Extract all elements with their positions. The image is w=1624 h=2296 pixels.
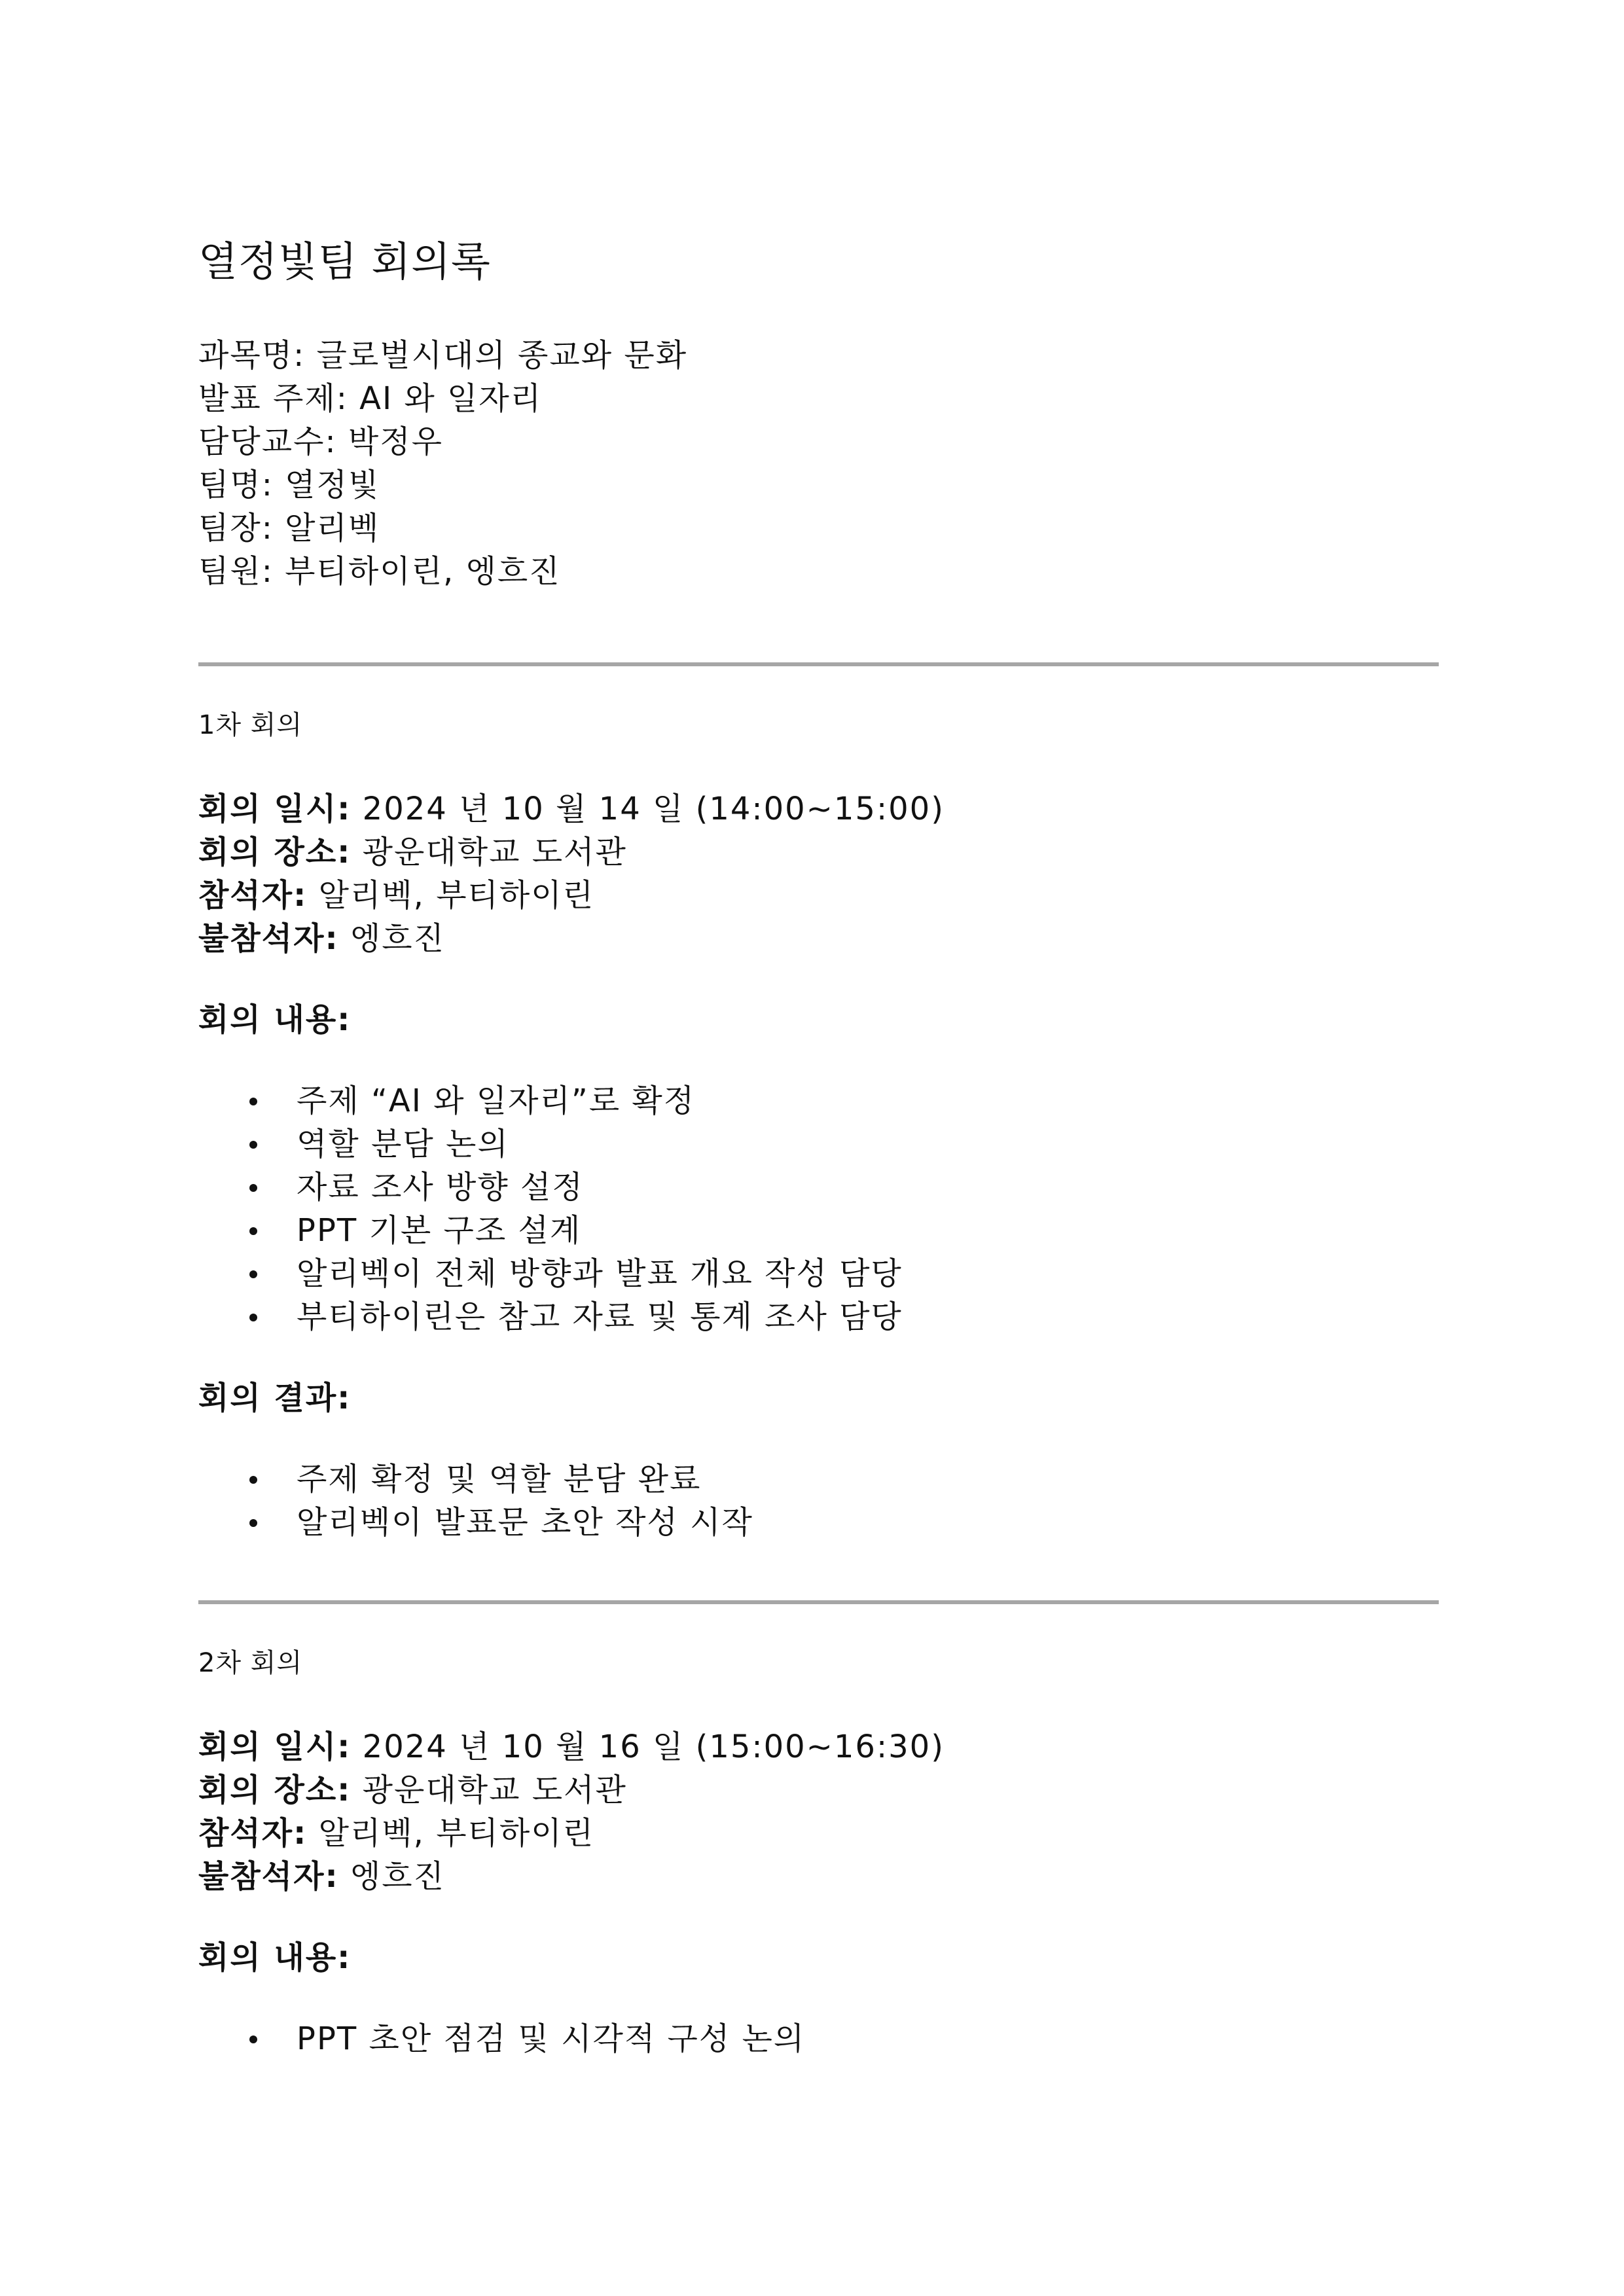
- list-item-text: 주제 확정 및 역할 분담 완료: [297, 1461, 702, 1498]
- section-divider: [198, 1600, 1439, 1604]
- bullet-icon: [249, 1314, 257, 1321]
- document-title: 열정빛팀 회의록: [198, 238, 491, 285]
- list-item-text: 주제 “AI 와 일자리”로 확정: [297, 1083, 696, 1119]
- date-label: 회의 일시:: [198, 791, 352, 827]
- absentees-label: 불참석자:: [198, 920, 339, 957]
- list-item-text: 알리벡이 전체 방향과 발표 개요 작성 담당: [297, 1255, 903, 1292]
- meeting-2-absentees: [198, 1855, 1439, 1898]
- meeting-1-attendees: [198, 874, 1439, 917]
- date-label: 회의 일시:: [198, 1729, 352, 1765]
- professor: 담당교수: 박정우: [198, 423, 444, 460]
- meeting-1-absentees: [198, 917, 1439, 960]
- place-value: 광운대학교 도서관: [351, 834, 627, 870]
- absentees-value: 엥흐진: [338, 1858, 446, 1895]
- place-label: 회의 장소:: [198, 1772, 352, 1808]
- bullet-icon: [249, 1098, 257, 1105]
- attendees-value: 알리벡, 부티하이린: [307, 877, 595, 914]
- meeting-2-content-list: [198, 2017, 1439, 2060]
- presentation-topic: 발표 주제: AI 와 일자리: [198, 380, 543, 417]
- meeting-1-heading: 1차 회의: [198, 710, 303, 740]
- list-item-text: 자료 조사 방향 설정: [297, 1169, 584, 1206]
- absentees-label: 불참석자:: [198, 1858, 339, 1895]
- attendees-label: 참석자:: [198, 1815, 308, 1852]
- meeting-1-content-label: 회의 내용:: [198, 1001, 352, 1038]
- list-item-text: 부티하이린은 참고 자료 및 통계 조사 담당: [297, 1299, 903, 1335]
- bullet-icon: [249, 1141, 257, 1149]
- meeting-2-place: [198, 1768, 1439, 1812]
- place-label: 회의 장소:: [198, 834, 352, 870]
- meeting-2-content-label: 회의 내용:: [198, 1939, 352, 1976]
- meeting-1-fields: [198, 787, 1439, 960]
- list-item: [198, 1209, 1439, 1252]
- list-item-text: PPT 기본 구조 설계: [297, 1212, 582, 1249]
- meeting-1-date: [198, 787, 1439, 831]
- bullet-icon: [249, 2036, 257, 2043]
- attendees-label: 참석자:: [198, 877, 308, 914]
- list-item: [198, 1295, 1439, 1338]
- team-name: 팀명: 열정빛: [198, 467, 380, 503]
- meeting-2-attendees: [198, 1812, 1439, 1855]
- meeting-2-date: [198, 1725, 1439, 1768]
- meeting-2-heading: 2차 회의: [198, 1648, 303, 1678]
- document-page: [198, 236, 1439, 2060]
- course-info: [198, 334, 1439, 593]
- bullet-icon: [249, 1184, 257, 1192]
- team-members: 팀원: 부티하이린, 엥흐진: [198, 553, 561, 590]
- list-item: [198, 1079, 1439, 1122]
- list-item: [198, 1458, 1439, 1501]
- bullet-icon: [249, 1519, 257, 1527]
- bullet-icon: [249, 1270, 257, 1278]
- list-item-text: PPT 초안 점검 및 시각적 구성 논의: [297, 2020, 806, 2057]
- list-item: [198, 1166, 1439, 1209]
- date-value: 2024 년 10 월 14 일 (14:00~15:00): [351, 791, 945, 827]
- meeting-2-fields: [198, 1725, 1439, 1898]
- meeting-1-place: [198, 831, 1439, 874]
- place-value: 광운대학교 도서관: [351, 1772, 627, 1808]
- meeting-1-content-list: [198, 1079, 1439, 1338]
- list-item-text: 역할 분담 논의: [297, 1126, 509, 1162]
- attendees-value: 알리벡, 부티하이린: [307, 1815, 595, 1852]
- list-item: [198, 1122, 1439, 1166]
- meeting-1-result-label: 회의 결과:: [198, 1380, 352, 1416]
- section-divider: [198, 662, 1439, 666]
- date-value: 2024 년 10 월 16 일 (15:00~16:30): [351, 1729, 945, 1765]
- bullet-icon: [249, 1227, 257, 1235]
- absentees-value: 엥흐진: [338, 920, 446, 957]
- team-leader: 팀장: 알리벡: [198, 510, 380, 547]
- list-item: [198, 2017, 1439, 2060]
- list-item-text: 알리벡이 발표문 초안 작성 시작: [297, 1504, 753, 1541]
- meeting-1-result-list: [198, 1458, 1439, 1544]
- list-item: [198, 1501, 1439, 1544]
- list-item: [198, 1252, 1439, 1295]
- bullet-icon: [249, 1476, 257, 1484]
- course-name: 과목명: 글로벌시대의 종교와 문화: [198, 337, 688, 374]
